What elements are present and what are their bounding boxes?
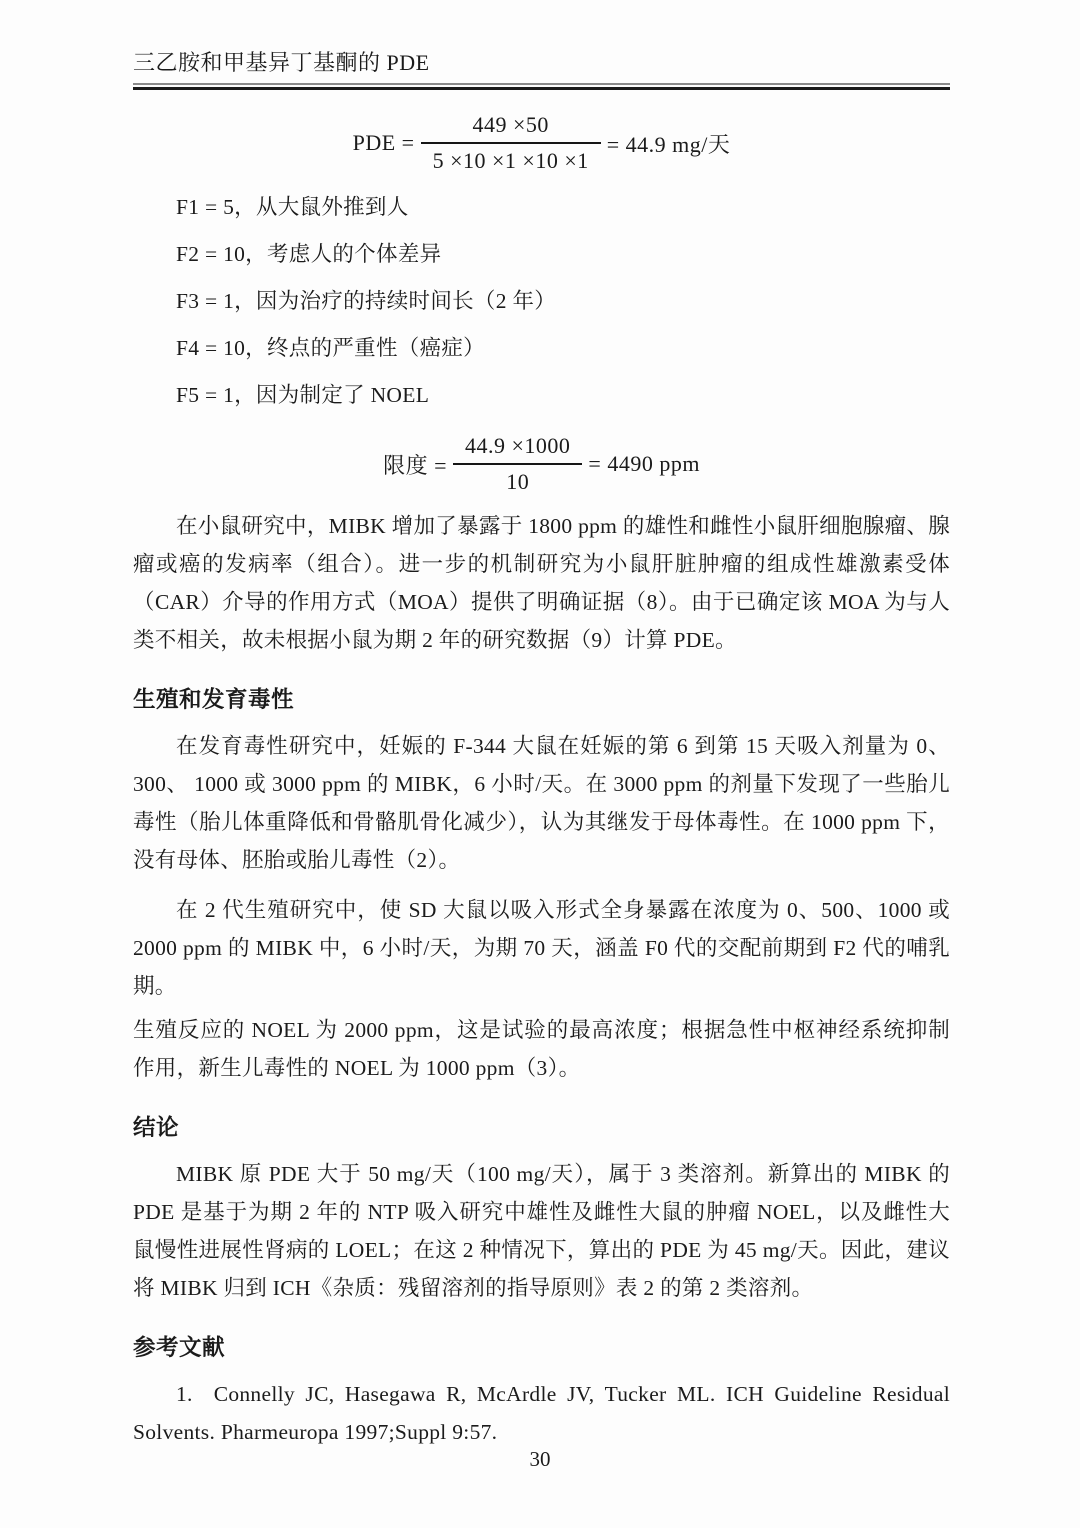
header-divider	[133, 83, 950, 90]
pde-formula-numerator: 449 ×50	[472, 112, 549, 137]
reference-item-1: 1. Connelly JC, Hasegawa R, McArdle JV, Tucker ML. ICH Guideline Residual Solvents. Pharmeuropa 1997;Suppl 9:57.	[133, 1382, 950, 1444]
pde-formula	[133, 112, 950, 174]
paragraph-reproductive-noel: 生殖反应的 NOEL 为 2000 ppm，这是试验的最高浓度；根据急性中枢神经系统抑制作用，新生儿毒性的 NOEL 为 1000 ppm（3）。	[133, 1018, 950, 1080]
factor-list	[133, 184, 950, 419]
limit-formula-result: = 4490 ppm	[588, 451, 700, 476]
limit-formula	[133, 433, 950, 495]
factor-line-f2: F2 = 10，考虑人的个体差异	[176, 242, 442, 266]
paragraph-developmental-toxicity: 在发育毒性研究中，妊娠的 F-344 大鼠在妊娠的第 6 到第 15 天吸入剂量为 0、300、 1000 或 3000 ppm 的 MIBK，6 小时/天。在 3000 ppm 的剂量下发现了一些胎儿毒性（胎儿体重降低和骨骼肌骨化减少），认为其继发于母体毒性。在 1000 ppm 下，没有母体、胚胎或胎儿毒性（2）。	[133, 734, 950, 872]
pde-formula-fraction	[421, 112, 601, 174]
factor-line-f5: F5 = 1，因为制定了 NOEL	[176, 383, 430, 407]
limit-formula-lhs: 限度 =	[383, 452, 447, 478]
factor-line-f3: F3 = 1，因为治疗的持续时间长（2 年）	[176, 289, 557, 313]
header-title: 三乙胺和甲基异丁基酮的 PDE	[133, 50, 430, 75]
section-title-references: 参考文献	[133, 1335, 226, 1360]
section-title-repro-dev-toxicity: 生殖和发育毒性	[133, 687, 295, 712]
pde-formula-result: = 44.9 mg/天	[606, 131, 731, 157]
limit-formula-denominator: 10	[453, 463, 582, 495]
pde-formula-denominator: 5 ×10 ×1 ×10 ×1	[421, 142, 601, 174]
factor-line-f1: F1 = 5，从大鼠外推到人	[176, 195, 409, 219]
limit-formula-numerator: 44.9 ×1000	[464, 433, 571, 458]
paragraph-two-generation-study: 在 2 代生殖研究中，使 SD 大鼠以吸入形式全身暴露在浓度为 0、500、1000 或 2000 ppm 的 MIBK 中，6 小时/天，为期 70 天，涵盖 F0 代的交配前期到 F2 代的哺乳期。	[133, 898, 950, 998]
pde-formula-lhs: PDE =	[352, 130, 415, 155]
page-number: 30	[529, 1447, 551, 1471]
section-title-conclusion: 结论	[133, 1115, 180, 1140]
limit-formula-fraction	[453, 433, 582, 495]
paragraph-conclusion: MIBK 原 PDE 大于 50 mg/天（100 mg/天），属于 3 类溶剂。新算出的 MIBK 的 PDE 是基于为期 2 年的 NTP 吸入研究中雄性及雌性大鼠的肿瘤 NOEL，以及雌性大鼠慢性进展性肾病的 LOEL；在这 2 种情况下，算出的 PDE 为 45 mg/天。因此，建议将 MIBK 归到 ICH《杂质：残留溶剂的指导原则》表 2 的第 2 类溶剂。	[133, 1162, 950, 1300]
paragraph-mouse-study: 在小鼠研究中，MIBK 增加了暴露于 1800 ppm 的雄性和雌性小鼠肝细胞腺瘤、腺瘤或癌的发病率（组合）。进一步的机制研究为小鼠肝脏肿瘤的组成性雄激素受体（CAR）介导的作用方式（MOA）提供了明确证据（8）。由于已确定该 MOA 为与人类不相关，故未根据小鼠为期 2 年的研究数据（9）计算 PDE。	[133, 514, 950, 652]
factor-line-f4: F4 = 10，终点的严重性（癌症）	[176, 336, 485, 360]
